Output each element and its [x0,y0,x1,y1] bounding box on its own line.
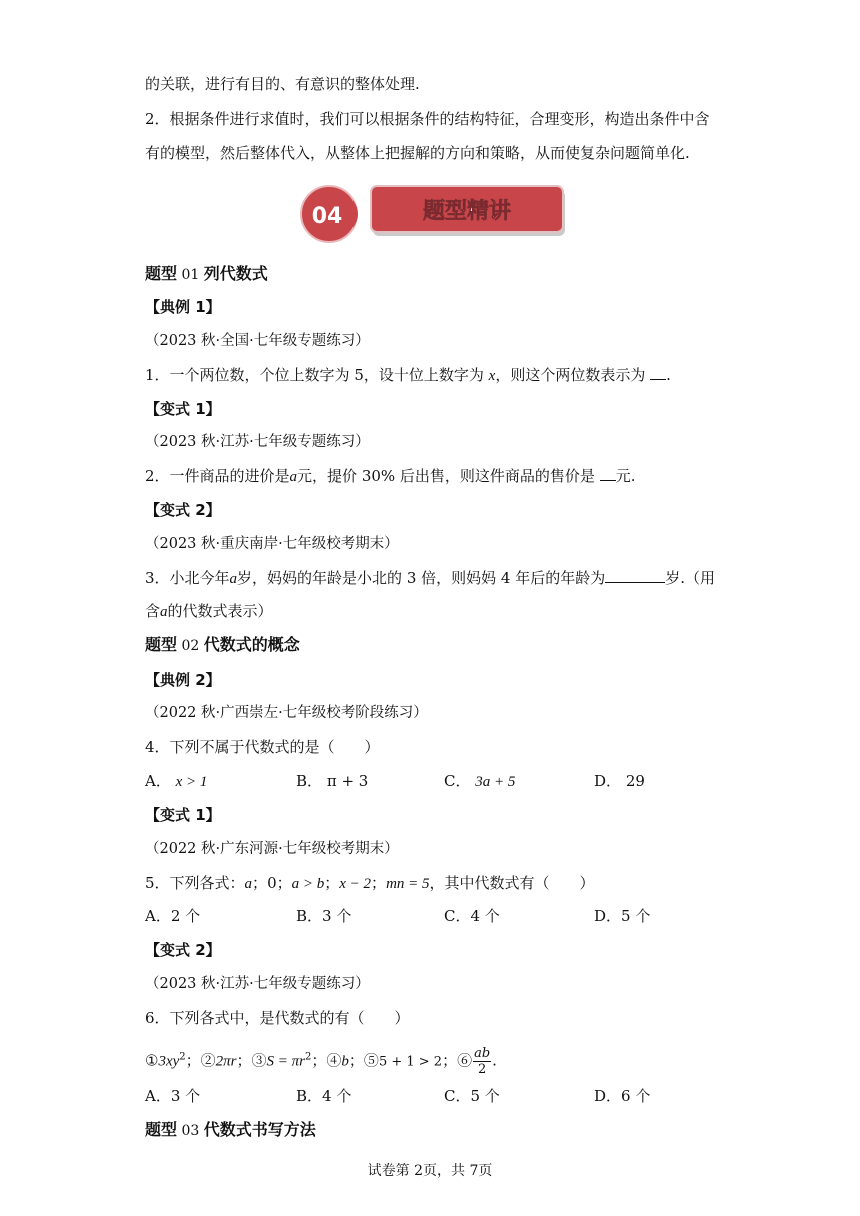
option-b: B． π + 3 [296,772,369,790]
question-3-line-2: 含a的代数式表示） [145,602,273,620]
section-heading-02: 题型 02 代数式的概念 [145,635,300,654]
label-variant-2a: 【变式 2】 [145,501,221,519]
option-d: D．5 个 [594,907,651,925]
question-1: 1．一个两位数，个位上数字为 5，设十位上数字为 x，则这个两位数表示为 . [145,366,671,384]
intro-line-3: 有的模型，然后整体代入，从整体上把握解的方向和策略，从而使复杂问题简单化. [145,144,690,162]
section-banner [293,180,568,244]
source-q6: （2023 秋·江苏·七年级专题练习） [145,976,370,992]
question-3: 3．小北今年a岁，妈妈的年龄是小北的 3 倍，则妈妈 4 年后的年龄为 岁.（用 [145,569,715,587]
source-q3: （2023 秋·重庆南岸·七年级校考期末） [145,536,399,552]
option-d: D．6 个 [594,1087,651,1105]
option-b: B．3 个 [296,907,352,925]
answer-blank [600,466,616,481]
source-q1: （2023 秋·全国·七年级专题练习） [145,333,370,349]
option-b: B．4 个 [296,1087,352,1105]
intro-line-2: 2．根据条件进行求值时，我们可以根据条件的结构特征，合理变形，构造出条件中含 [145,110,710,128]
page-footer: 试卷第 2页，共 7页 [367,1163,493,1179]
option-c: C．5 个 [444,1087,500,1105]
option-a: A．3 个 [145,1087,201,1105]
banner-number: 04 [311,204,343,229]
source-q2: （2023 秋·江苏·七年级专题练习） [145,434,370,450]
source-q5: （2022 秋·广东河源·七年级校考期末） [145,841,399,857]
section-heading-03: 题型 03 代数式书写方法 [145,1120,316,1139]
banner-graphic [293,180,568,244]
label-variant-1b: 【变式 1】 [145,806,221,824]
option-c: C． 3a + 5 [444,772,516,790]
label-example-2: 【典例 2】 [145,671,221,689]
label-example-1: 【典例 1】 [145,298,221,316]
fraction-ab-over-2: $\frac{ab}{2}$ [474,1046,491,1077]
option-a: A． x > 1 [145,772,208,790]
banner-title: 题型精讲 [422,199,512,224]
option-a: A．2 个 [145,907,201,925]
label-variant-1a: 【变式 1】 [145,400,221,418]
answer-blank [605,568,665,583]
question-5-stem: 5．下列各式：a；0；a > b；x − 2；mn = 5，其中代数式有（ ） [145,874,595,892]
section-heading-01: 题型 01 列代数式 [145,264,268,283]
source-q4: （2022 秋·广西崇左·七年级校考阶段练习） [145,705,428,721]
question-6-stem: 6．下列各式中，是代数式的有（ ） [145,1009,410,1027]
question-2: 2．一件商品的进价是a元，提价 30% 后出售，则这件商品的售价是 元. [145,467,636,485]
label-variant-2b: 【变式 2】 [145,941,221,959]
question-6-items: $①3xy^2$；②2πr；③S = $\pi r^2$；④b；⑤5 + 1 > 2；⑥ $\frac{ab}{2}$ . [145,1046,497,1077]
option-d: D． 29 [594,772,645,790]
intro-line-1: 的关联，进行有目的、有意识的整体处理. [145,75,420,93]
answer-blank [650,365,666,380]
question-4-stem: 4．下列不属于代数式的是（ ） [145,738,380,756]
option-c: C．4 个 [444,907,500,925]
